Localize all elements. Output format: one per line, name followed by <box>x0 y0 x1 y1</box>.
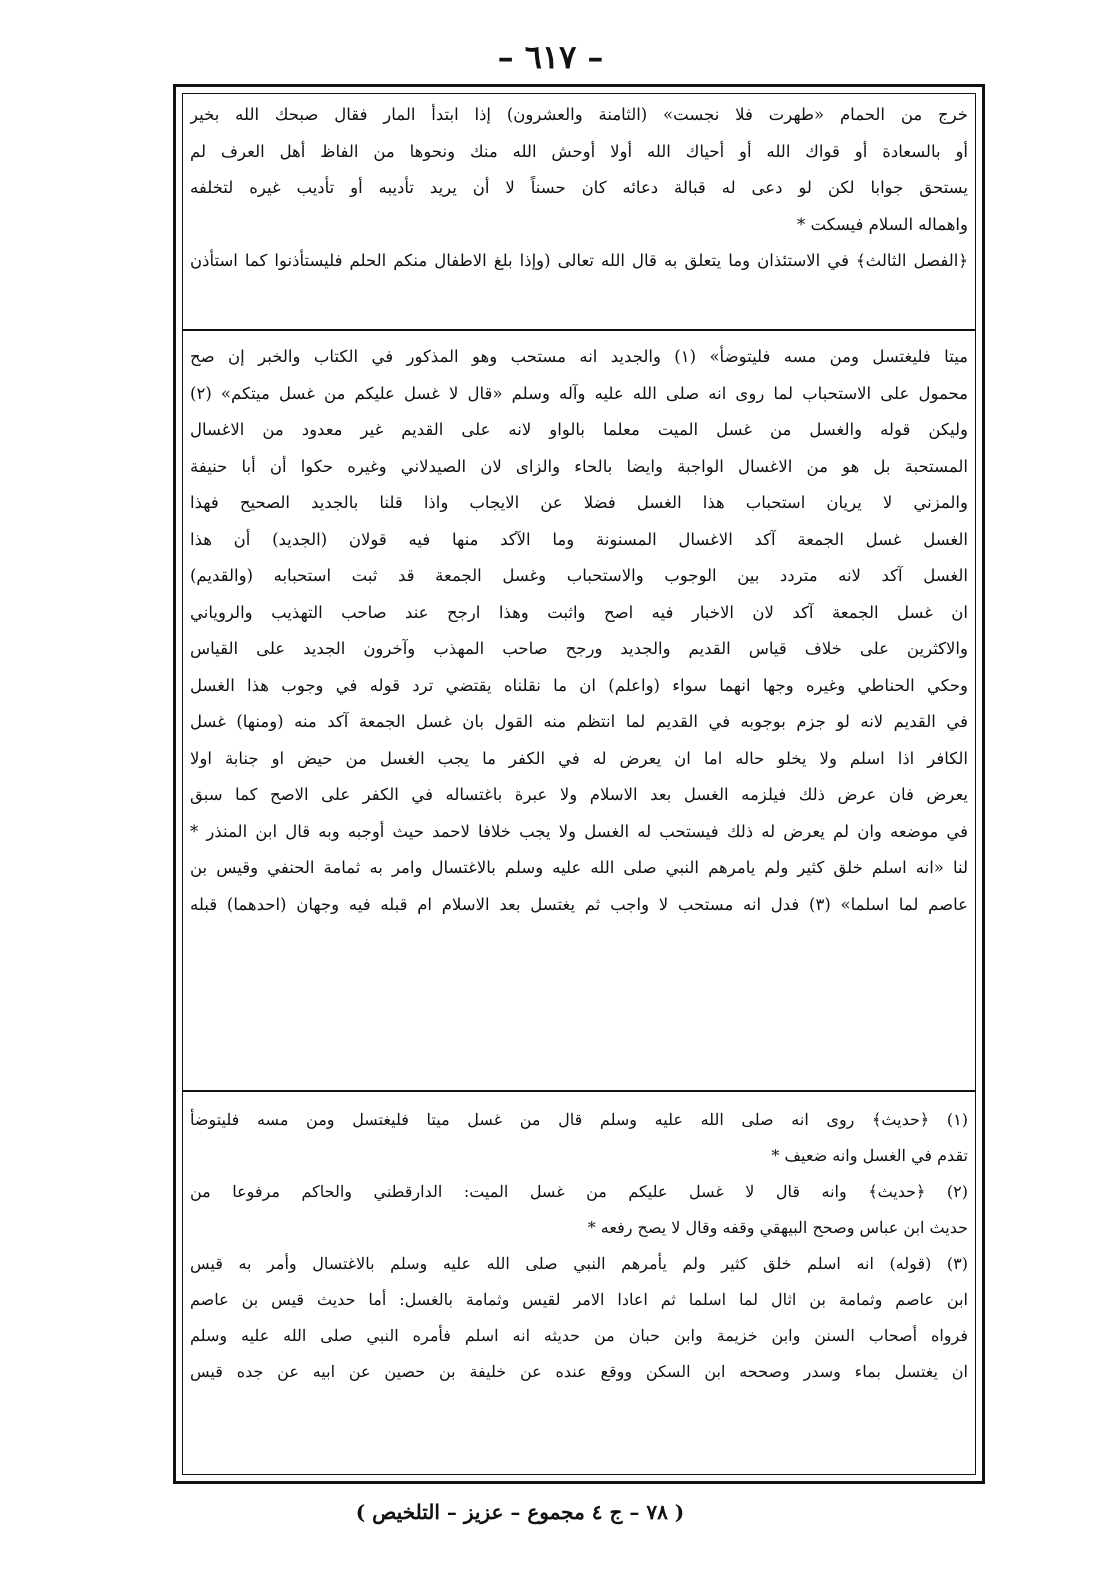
text-line: الكافر اذا اسلم ولا يخلو حاله اما ان يعرض له في الكفر ما يجب الغسل من حيض او جنابة اولا <box>190 748 968 768</box>
footnote-line: فرواه أصحاب السنن وابن خزيمة وابن حبان من حديثه انه اسلم فأمره النبي صلى الله عليه وسلم <box>190 1326 968 1345</box>
footnote-line: ابن عاصم وثمامة بن اثال لما اسلما ثم اعادا الامر لقيس وثمامة بالغسل: أما حديث قيس بن عاصم <box>190 1290 968 1309</box>
main-text-block <box>190 339 968 923</box>
footnote-line: حديث ابن عباس وصحح البيهقي وقفه وقال لا يصح رفعه * <box>587 1218 968 1237</box>
text-line: واهماله السلام فيسكت * <box>797 214 968 234</box>
page-number: – ٦١٧ – <box>497 38 604 76</box>
text-line: وحكي الحناطي وغيره وجها انهما سواء (واعلم) ان ما نقلناه يقتضي ترد قوله في وجوب هذا الغسل <box>190 675 968 695</box>
text-line: في القديم لانه لو جزم بوجوبه في القديم لما انتظم منه القول بان غسل الجمعة آكد منه (ومنها) غسل <box>190 712 968 731</box>
top-text-block <box>190 97 968 280</box>
page-frame <box>173 84 985 1484</box>
footnote-line: ان يغتسل بماء وسدر وصححه ابن السكن ووقع عنده عن خليفة بن حصين عن ابيه عن جده قيس <box>190 1362 968 1381</box>
footnote-line: (١) ﴿حديث﴾ روى انه صلى الله عليه وسلم قال من غسل ميتا فليغتسل ومن مسه فليتوضأ <box>190 1110 968 1129</box>
footnote-line: (٣) (قوله) انه اسلم خلق كثير ولم يأمرهم النبي صلى الله عليه وسلم بالاغتسال وأمر به قيس <box>190 1254 968 1273</box>
section-heading: ﴿الفصل الثالث﴾ في الاستئذان وما يتعلق به قال الله تعالى (وإذا بلغ الاطفال منكم الحلم فليستأذنوا كما استأذن <box>190 251 968 270</box>
footnote-line: تقدم في الغسل وانه ضعيف * <box>771 1146 968 1165</box>
text-line: والاكثرين على خلاف قياس القديم والجديد ورجح صاحب المهذب وآخرون الجديد على القياس <box>190 639 968 658</box>
text-line: في موضعه وان لم يعرض له ذلك فيستحب له الغسل ولا يجب خلافا لاحمد حيث أوجبه وبه قال ابن المنذر * <box>190 821 968 841</box>
text-line: خرج من الحمام «طهرت فلا نجست» (الثامنة والعشرون) إذا ابتدأ المار فقال صبحك الله بخير <box>190 105 968 124</box>
text-line: ميتا فليغتسل ومن مسه فليتوضأ» (١) والجديد انه مستحب وهو المذكور في الكتاب والخبر إن صح <box>190 347 968 366</box>
text-line: محمول على الاستحباب لما روى انه صلى الله عليه وآله وسلم «قال لا غسل عليكم من غسل ميتكم» (٢) <box>190 383 968 403</box>
text-line: عاصم لما اسلما» (٣) فدل انه مستحب لا واجب ثم يغتسل بعد الاسلام ام قبله فيه وجهان (احدهما) قبله <box>190 894 968 914</box>
text-line: الغسل غسل الجمعة آكد الاغسال المسنونة وما الآكد منها فيه قولان (الجديد) أن هذا <box>190 529 968 549</box>
footnote-divider <box>182 1090 976 1092</box>
volume-signature: ( ٧٨ – ج ٤ مجموع – عزيز – التلخيص ) <box>355 1500 685 1524</box>
footnotes-block <box>190 1102 968 1390</box>
text-line: والمزني لا يريان استحباب هذا الغسل فضلا عن الايجاب واذا قلنا بالجديد الصحيح فهذا <box>190 493 968 512</box>
text-line: يعرض فان عرض ذلك فيلزمه الغسل بعد الاسلام ولا عبرة باغتساله في الكفر على الاصح كما سبق <box>190 785 968 804</box>
text-line: أو بالسعادة أو قواك الله أو أحياك الله أولا أوحش الله منك ونحوها من الفاظ أهل العرف لم <box>190 141 968 161</box>
divider-rule <box>182 329 976 331</box>
text-line: المستحبة بل هو من الاغسال الواجبة وايضا بالحاء والزاى لان الصيدلاني وغيره حكوا أن أبا حنيفة <box>190 456 968 476</box>
text-line: الغسل آكد لانه متردد بين الوجوب والاستحباب وغسل الجمعة قد ثبت استحبابه (والقديم) <box>190 566 968 585</box>
footnote-line: (٢) ﴿حديث﴾ وانه قال لا غسل عليكم من غسل الميت: الدارقطني والحاكم مرفوعا من <box>190 1182 968 1201</box>
text-line: لنا «انه اسلم خلق كثير ولم يامرهم النبي صلى الله عليه وسلم بالاغتسال وامر به ثمامة الحنفي وقيس بن <box>190 858 968 877</box>
text-line: يستحق جوابا لكن لو دعى له قبالة دعائه كان حسناً لا أن يريد تأديبه أو تأديب غيره لتخلفه <box>190 178 968 197</box>
text-line: وليكن قوله والغسل من غسل الميت معلما بالواو لانه على القديم غير معدود من الاغسال <box>190 420 968 439</box>
text-line: ان غسل الجمعة آكد لان الاخبار فيه اصح واثبت وهذا ارجح عند صاحب التهذيب والروياني <box>190 602 968 622</box>
